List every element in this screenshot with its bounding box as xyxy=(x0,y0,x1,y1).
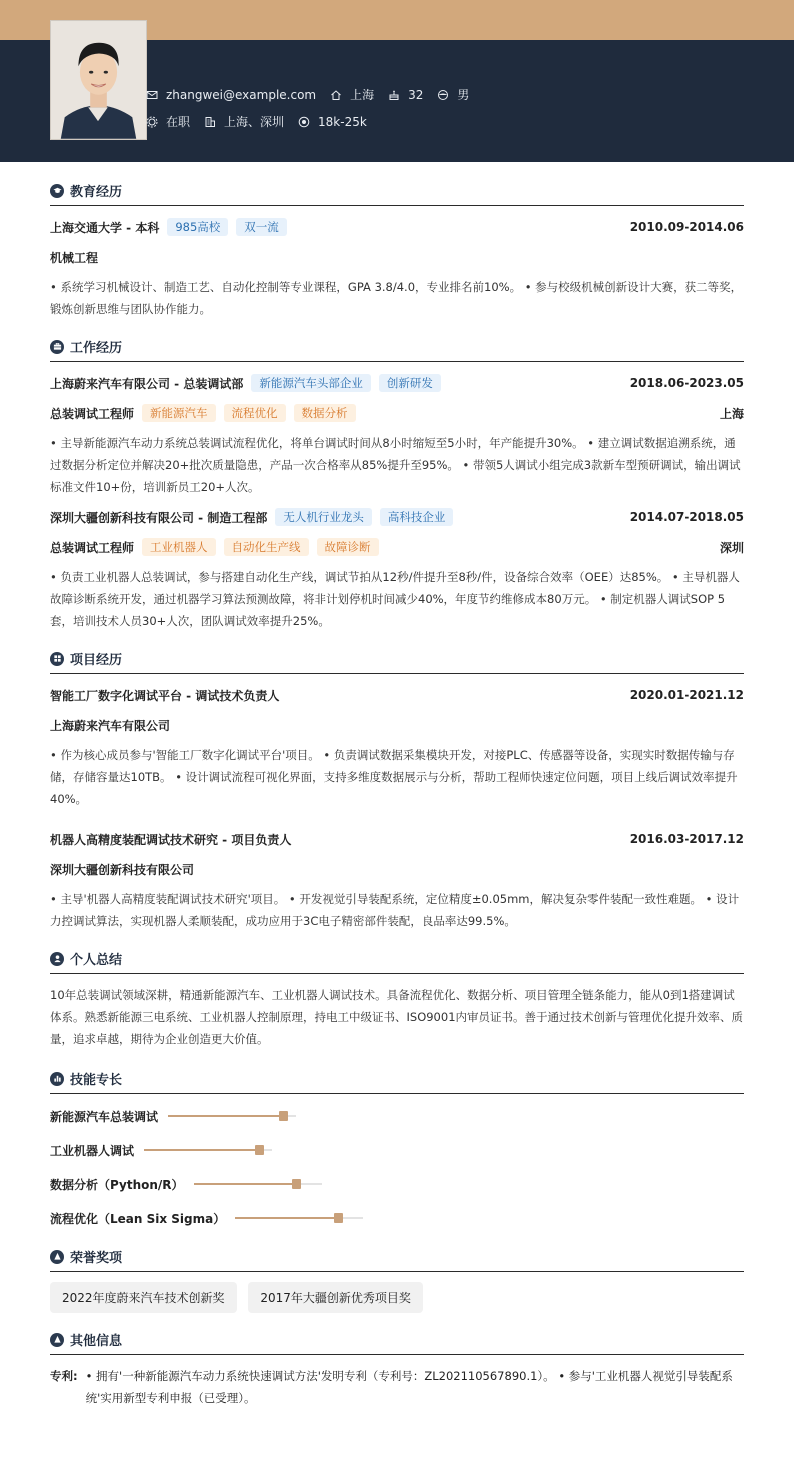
section-header xyxy=(50,1064,744,1094)
status-icon xyxy=(146,116,158,128)
section-header xyxy=(50,1325,744,1355)
section-title: 工作经历 xyxy=(70,341,123,356)
location-text: 上海 xyxy=(350,88,375,102)
status-item xyxy=(146,113,190,130)
section-header xyxy=(50,644,744,674)
project-row xyxy=(50,828,744,850)
project-period: 2020.01-2021.12 xyxy=(629,688,744,702)
gender-icon xyxy=(437,89,449,101)
work-desc: • 负责工业机器人总装调试，参与搭建自动化生产线，调试节拍从12秒/件提升至8秒/件，设备综合效率（OEE）达85%。 • 主导机器人故障诊断系统开发，通过机器学习算法预测故障，将非计划停机时间减少40%，年度节约维修成本80万元。 • 制定机器人调试SOP 5套，培训技术人员30+人次，团队调试效率提升25%。 xyxy=(50,570,740,628)
section-title: 技能专长 xyxy=(70,1073,123,1088)
skill-level-fill xyxy=(235,1217,337,1219)
education-desc: • 系统学习机械设计、制造工艺、自动化控制等专业课程，GPA 3.8/4.0，专业排名前10%。 • 参与校级机械创新设计大赛，获二等奖，锻炼创新思维与团队协作能力。 xyxy=(50,280,743,316)
role-tag: 流程优化 xyxy=(224,404,286,422)
location-item xyxy=(330,86,374,103)
project-name: 智能工厂数字化调试平台 - 调试技术负责人 xyxy=(50,688,280,703)
company-tag: 高科技企业 xyxy=(380,508,454,526)
cake-icon xyxy=(388,89,400,101)
salary-text: 18k-25k xyxy=(318,114,367,129)
project-org-row xyxy=(50,714,744,736)
portrait-image xyxy=(51,21,146,139)
skill-level-fill xyxy=(194,1183,296,1185)
summary-text: 10年总装调试领域深耕，精通新能源汽车、工业机器人调试技术。具备流程优化、数据分析、项目管理全链条能力，能从0到1搭建调试体系。熟悉新能源三电系统、工业机器人控制原理，持电工中级证书、ISO9001内审员证书。善于通过技术创新与管理优化提升效率、质量，追求卓越，期待为企业创造更大价值。 xyxy=(50,988,744,1046)
project-row xyxy=(50,684,744,706)
skill-level-bar xyxy=(168,1115,296,1117)
work-role-row xyxy=(50,536,744,558)
education-period: 2010.09-2014.06 xyxy=(629,220,744,234)
status-text: 在职 xyxy=(166,115,191,129)
skill-row xyxy=(50,1206,744,1230)
skill-level-bar xyxy=(144,1149,272,1151)
section-title: 教育经历 xyxy=(70,185,123,200)
grid-icon xyxy=(50,652,64,666)
age-text: 32 xyxy=(408,87,424,102)
skill-level-handle xyxy=(334,1213,343,1223)
section-title: 项目经历 xyxy=(70,653,123,668)
role-tag: 故障诊断 xyxy=(317,538,379,556)
school-name: 上海交通大学 - 本科 xyxy=(50,220,160,235)
graduation-cap-icon xyxy=(50,184,64,198)
bar-chart-icon xyxy=(50,1072,64,1086)
patent-label: 专利: xyxy=(50,1369,78,1383)
section-header xyxy=(50,176,744,206)
school-tag: 985高校 xyxy=(167,218,228,236)
role-tag: 数据分析 xyxy=(294,404,356,422)
skills-section xyxy=(50,1064,744,1230)
skill-name: 工业机器人调试 xyxy=(50,1143,135,1158)
skills-list xyxy=(50,1104,744,1230)
project-name: 机器人高精度装配调试技术研究 - 项目负责人 xyxy=(50,832,292,847)
gender-item xyxy=(437,86,469,103)
role-tag: 自动化生产线 xyxy=(224,538,309,556)
skill-name: 流程优化（Lean Six Sigma） xyxy=(50,1211,226,1226)
company-tag: 创新研发 xyxy=(379,374,441,392)
project-org: 深圳大疆创新科技有限公司 xyxy=(50,862,195,877)
info-icon xyxy=(50,1333,64,1347)
company-name: 深圳大疆创新科技有限公司 - 制造工程部 xyxy=(50,510,268,525)
projects-section xyxy=(50,644,744,932)
contact-row xyxy=(146,86,483,103)
project-desc: • 作为核心成员参与'智能工厂数字化调试平台'项目。 • 负责调试数据采集模块开发，对接PLC、传感器等设备，实现实时数据传输与存储，存储容量达10TB。 • 设计调试流程可视化界面，支持多维度数据展示与分析，帮助工程师快速定位问题，项目上线后调试效率提升40%。 xyxy=(50,748,738,806)
skill-name: 数据分析（Python/R） xyxy=(50,1177,184,1192)
role-name: 总装调试工程师 xyxy=(50,540,135,555)
skill-level-handle xyxy=(255,1145,264,1155)
skill-row xyxy=(50,1172,744,1196)
patent-row xyxy=(50,1365,744,1409)
company-tag: 无人机行业龙头 xyxy=(275,508,372,526)
section-title: 荣誉奖项 xyxy=(70,1251,123,1266)
skill-level-bar xyxy=(235,1217,363,1219)
skill-level-fill xyxy=(144,1149,259,1151)
project-org-row xyxy=(50,858,744,880)
skill-level-fill xyxy=(168,1115,283,1117)
award-badge: 2022年度蔚来汽车技术创新奖 xyxy=(50,1282,237,1313)
home-icon xyxy=(330,89,342,101)
award-badge: 2017年大疆创新优秀项目奖 xyxy=(248,1282,423,1313)
work-city: 上海 xyxy=(719,406,744,421)
major-name: 机械工程 xyxy=(50,250,99,265)
school-tag: 双一流 xyxy=(236,218,287,236)
work-period: 2018.06-2023.05 xyxy=(629,376,744,390)
summary-section xyxy=(50,944,744,1050)
section-header xyxy=(50,944,744,974)
work-city: 深圳 xyxy=(719,540,744,555)
building-icon xyxy=(204,116,216,128)
project-org: 上海蔚来汽车有限公司 xyxy=(50,718,171,733)
education-section xyxy=(50,176,744,320)
skill-row xyxy=(50,1104,744,1128)
salary-item xyxy=(298,115,367,129)
briefcase-icon xyxy=(50,340,64,354)
company-name: 上海蔚来汽车有限公司 - 总装调试部 xyxy=(50,376,244,391)
section-title: 其他信息 xyxy=(70,1334,123,1349)
role-name: 总装调试工程师 xyxy=(50,406,135,421)
patent-text: • 拥有'一种新能源汽车动力系统快速调试方法'发明专利（专利号：ZL202110567890.1）。 • 参与'工业机器人视觉引导装配系统'实用新型专利申报（已受理）。 xyxy=(85,1369,733,1405)
work-period: 2014.07-2018.05 xyxy=(629,510,744,524)
skill-name: 新能源汽车总装调试 xyxy=(50,1109,159,1124)
email-item[interactable] xyxy=(146,88,316,102)
awards-section xyxy=(50,1242,744,1313)
work-role-row xyxy=(50,402,744,424)
gender-text: 男 xyxy=(457,88,470,102)
work-company-row xyxy=(50,372,744,394)
age-item xyxy=(388,88,423,102)
work-company-row xyxy=(50,506,744,528)
major-row xyxy=(50,246,744,268)
work-desc: • 主导新能源汽车动力系统总装调试流程优化，将单台调试时间从8小时缩短至5小时，年产能提升30%。 • 建立调试数据追溯系统，通过数据分析定位并解决20+批次质量隐患，产品一次合格率从85%提升至95%。 • 带领5人调试小组完成3款新车型预研调试，输出调试标准文件10+份，培训新员工20+人次。 xyxy=(50,436,741,494)
project-desc: • 主导'机器人高精度装配调试技术研究'项目。 • 开发视觉引导装配系统，定位精度±0.05mm，解决复杂零件装配一致性难题。 • 设计力控调试算法，实现机器人柔顺装配，成功应用于3C电子精密部件装配，良品率达99.5%。 xyxy=(50,892,740,928)
city-text: 上海、深圳 xyxy=(224,115,285,129)
skill-level-handle xyxy=(292,1179,301,1189)
section-header xyxy=(50,1242,744,1272)
job-intent-row xyxy=(146,113,381,130)
user-icon xyxy=(50,952,64,966)
mail-icon xyxy=(146,89,158,101)
other-section xyxy=(50,1325,744,1409)
avatar-photo xyxy=(50,20,147,140)
skill-level-bar xyxy=(194,1183,322,1185)
company-tag: 新能源汽车头部企业 xyxy=(251,374,371,392)
city-item xyxy=(204,113,284,130)
section-header xyxy=(50,332,744,362)
section-title: 个人总结 xyxy=(70,953,123,968)
coin-icon xyxy=(298,116,310,128)
education-row xyxy=(50,216,744,238)
work-section xyxy=(50,332,744,632)
skill-row xyxy=(50,1138,744,1162)
awards-list xyxy=(50,1282,744,1313)
skill-level-handle xyxy=(279,1111,288,1121)
role-tag: 新能源汽车 xyxy=(142,404,216,422)
email-text: zhangwei@example.com xyxy=(166,87,317,102)
resume-content xyxy=(50,176,744,1421)
trophy-icon xyxy=(50,1250,64,1264)
project-period: 2016.03-2017.12 xyxy=(629,832,744,846)
role-tag: 工业机器人 xyxy=(142,538,216,556)
